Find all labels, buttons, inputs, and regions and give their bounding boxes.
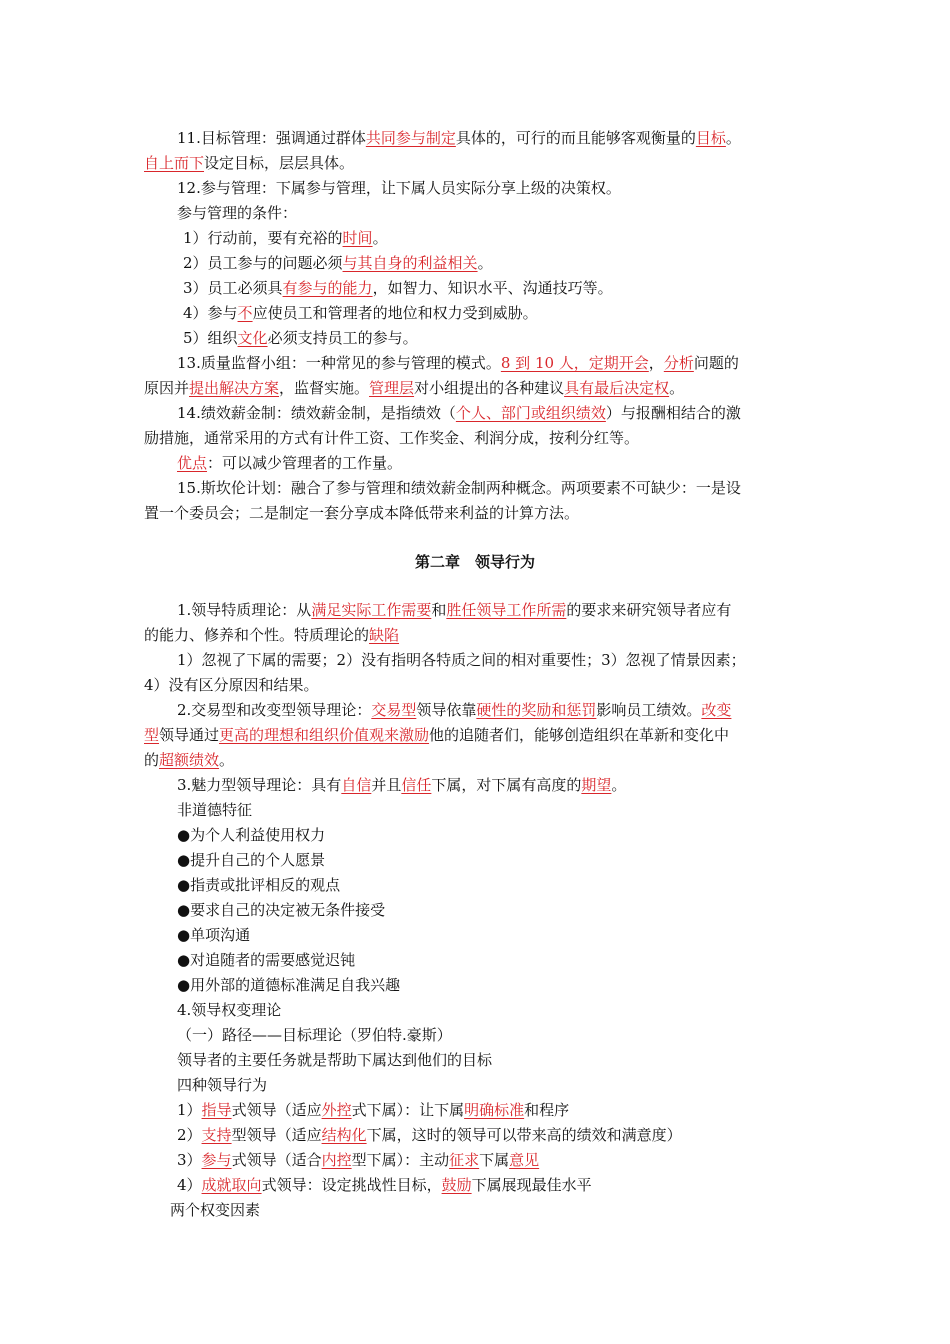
- highlighted-keyword: 信任: [401, 776, 432, 794]
- text-segment: ●用外部的道德标准满足自我兴趣: [177, 976, 401, 994]
- highlighted-keyword: 与其自身的利益相关: [342, 254, 478, 272]
- text-segment: （一）路径——目标理论（罗伯特.豪斯）: [177, 1026, 452, 1044]
- text-line: [177, 900, 385, 920]
- text-segment: 下属，对下属有高度的: [431, 776, 582, 794]
- text-segment: 应使员工和管理者的地位和权力受到威胁。: [252, 304, 538, 322]
- text-line: [177, 1100, 569, 1120]
- text-segment: 影响员工绩效。: [596, 701, 702, 719]
- text-segment: 下属: [479, 1151, 510, 1169]
- text-line: [183, 303, 538, 323]
- text-line: [177, 178, 621, 198]
- highlighted-keyword: 满足实际工作需要: [311, 601, 432, 619]
- text-segment: 14.绩效薪金制：绩效薪金制，是指绩效（: [177, 404, 456, 422]
- highlighted-keyword: 改变: [701, 701, 732, 719]
- text-line: [177, 1125, 682, 1145]
- text-segment: 下属，这时的领导可以带来高的绩效和满意度）: [366, 1126, 682, 1144]
- text-segment: ，: [648, 354, 664, 372]
- text-segment: 式领导：设定挑战性目标，: [261, 1176, 442, 1194]
- highlighted-keyword: 结构化: [321, 1126, 367, 1144]
- text-segment: 领导通过: [159, 726, 220, 744]
- text-segment: 置一个委员会；二是制定一套分享成本降低带来利益的计算方法。: [144, 504, 580, 522]
- highlighted-keyword: 鼓励: [441, 1176, 472, 1194]
- text-segment: 和程序: [524, 1101, 570, 1119]
- highlighted-keyword: 参与: [201, 1151, 232, 1169]
- text-line: [183, 228, 388, 248]
- text-line: [177, 975, 400, 995]
- text-line: [144, 153, 354, 173]
- text-segment: 。: [725, 129, 741, 147]
- text-segment: 下属展现最佳水平: [471, 1176, 592, 1194]
- text-segment: 。: [669, 379, 685, 397]
- highlighted-keyword: 超额绩效: [159, 751, 220, 769]
- text-line: [177, 800, 252, 820]
- text-segment: 原因并: [144, 379, 190, 397]
- text-line: [144, 675, 319, 695]
- text-segment: 领导者的主要任务就是帮助下属达到他们的目标: [177, 1051, 493, 1069]
- text-line: [177, 600, 731, 620]
- text-segment: 4）参与: [183, 304, 238, 322]
- text-segment: ●单项沟通: [177, 926, 251, 944]
- text-segment: 2.交易型和改变型领导理论：: [177, 701, 372, 719]
- text-line: [144, 625, 399, 645]
- text-segment: 1）行动前，要有充裕的: [183, 229, 343, 247]
- highlighted-keyword: 胜任领导工作所需: [446, 601, 567, 619]
- text-segment: 11.目标管理：强调通过群体: [177, 129, 366, 147]
- text-line: [177, 1175, 592, 1195]
- highlighted-keyword: 自信: [341, 776, 372, 794]
- highlighted-keyword: 缺陷: [369, 626, 400, 644]
- text-segment: 两个权变因素: [170, 1201, 261, 1219]
- text-line: [177, 825, 325, 845]
- highlighted-keyword: 共同参与制定: [365, 129, 456, 147]
- text-line: [177, 950, 355, 970]
- text-line: [177, 850, 325, 870]
- text-segment: ，如智力、知识水平、沟通技巧等。: [372, 279, 613, 297]
- text-segment: 。: [611, 776, 627, 794]
- text-line: [144, 428, 639, 448]
- text-segment: 式领导（适应: [231, 1101, 322, 1119]
- highlighted-keyword: 征求: [449, 1151, 480, 1169]
- text-segment: 4）: [177, 1176, 202, 1194]
- text-segment: 问题的: [693, 354, 739, 372]
- highlighted-keyword: 期望: [581, 776, 612, 794]
- text-segment: ：可以减少管理者的工作量。: [207, 454, 403, 472]
- text-segment: 。: [219, 751, 235, 769]
- highlighted-keyword: 8 到 10 人，定期开会: [500, 354, 649, 372]
- text-segment: ●为个人利益使用权力: [177, 826, 326, 844]
- text-line: [177, 453, 402, 473]
- highlighted-keyword: 管理层: [369, 379, 415, 397]
- text-segment: 3）员工必须具: [183, 279, 283, 297]
- highlighted-keyword: 硬性的奖励和惩罚: [476, 701, 597, 719]
- text-line: [177, 650, 746, 670]
- text-segment: 1.领导特质理论：从: [177, 601, 312, 619]
- text-segment: 13.质量监督小组：一种常见的参与管理的模式。: [177, 354, 501, 372]
- text-segment: 励措施，通常采用的方式有计件工资、工作奖金、利润分成，按利分红等。: [144, 429, 640, 447]
- text-segment: 领导依靠: [416, 701, 477, 719]
- text-segment: 参与管理的条件：: [177, 204, 298, 222]
- text-segment: 2）: [177, 1126, 202, 1144]
- text-segment: 型下属）：主动: [351, 1151, 450, 1169]
- text-line: [177, 1075, 267, 1095]
- highlighted-keyword: 自上而下: [144, 154, 205, 172]
- text-segment: 的能力、修养和个性。特质理论的: [144, 626, 370, 644]
- text-segment: 式下属）：让下属: [351, 1101, 465, 1119]
- text-segment: 他的追随者们，能够创造组织在革新和变化中: [429, 726, 730, 744]
- text-segment: 对小组提出的各种建议: [414, 379, 565, 397]
- highlighted-keyword: 文化: [237, 329, 268, 347]
- highlighted-keyword: 提出解决方案: [189, 379, 280, 397]
- text-segment: 并且: [371, 776, 402, 794]
- text-line: [177, 478, 741, 498]
- text-segment: ●要求自己的决定被无条件接受: [177, 901, 386, 919]
- text-segment: 。: [372, 229, 388, 247]
- text-segment: 式领导（适合: [231, 1151, 322, 1169]
- highlighted-keyword: 时间: [342, 229, 373, 247]
- text-line: [183, 278, 613, 298]
- text-line: [177, 128, 741, 148]
- text-segment: ●指责或批评相反的观点: [177, 876, 341, 894]
- text-segment: 4.领导权变理论: [177, 1001, 282, 1019]
- highlighted-keyword: 指导: [201, 1101, 232, 1119]
- highlighted-keyword: 明确标准: [464, 1101, 525, 1119]
- highlighted-keyword: 支持: [201, 1126, 232, 1144]
- text-line: [183, 328, 418, 348]
- text-line: [177, 1050, 492, 1070]
- text-line: [177, 925, 250, 945]
- text-segment: ，监督实施。: [279, 379, 370, 397]
- text-segment: 1）忽视了下属的需要；2）没有指明各特质之间的相对重要性；3）忽视了情景因素；: [177, 651, 746, 669]
- chapter-title: 第二章 领导行为: [414, 553, 535, 571]
- text-line: [177, 1000, 281, 1020]
- text-segment: 的要求来研究领导者应有: [566, 601, 732, 619]
- highlighted-keyword: 分析: [663, 354, 694, 372]
- highlighted-keyword: 个人、部门或组织绩效: [455, 404, 606, 422]
- highlighted-keyword: 型: [144, 726, 160, 744]
- highlighted-keyword: 目标: [695, 129, 726, 147]
- text-line: [177, 203, 297, 223]
- text-segment: ）与报酬相结合的激: [605, 404, 741, 422]
- text-segment: 和: [431, 601, 447, 619]
- highlighted-keyword: 具有最后决定权: [564, 379, 670, 397]
- highlighted-keyword: 内控: [321, 1151, 352, 1169]
- text-segment: 的: [144, 751, 160, 769]
- text-line: [177, 875, 340, 895]
- text-segment: 型领导（适应: [231, 1126, 322, 1144]
- text-line: [177, 353, 739, 373]
- text-line: [144, 503, 579, 523]
- highlighted-keyword: 交易型: [371, 701, 417, 719]
- text-line: [177, 1025, 452, 1045]
- text-line: [177, 775, 626, 795]
- text-line: [144, 378, 684, 398]
- text-line: [177, 700, 731, 720]
- text-segment: 12.参与管理：下属参与管理，让下属人员实际分享上级的决策权。: [177, 179, 621, 197]
- highlighted-keyword: 外控: [321, 1101, 352, 1119]
- text-line: [177, 1150, 539, 1170]
- text-segment: 5）组织: [183, 329, 238, 347]
- text-line: [170, 1200, 260, 1220]
- text-segment: 必须支持员工的参与。: [267, 329, 418, 347]
- text-line: [183, 253, 493, 273]
- text-segment: ●提升自己的个人愿景: [177, 851, 326, 869]
- text-segment: 4）没有区分原因和结果。: [144, 676, 319, 694]
- text-segment: ●对追随者的需要感觉迟钝: [177, 951, 356, 969]
- text-segment: 3.魅力型领导理论：具有: [177, 776, 342, 794]
- text-segment: 四种领导行为: [177, 1076, 268, 1094]
- highlighted-keyword: 优点: [177, 454, 208, 472]
- text-segment: 2）员工参与的问题必须: [183, 254, 343, 272]
- text-segment: 非道德特征: [177, 801, 253, 819]
- text-segment: 1）: [177, 1101, 202, 1119]
- text-segment: 15.斯坎伦计划：融合了参与管理和绩效薪金制两种概念。两项要素不可缺少：一是设: [177, 479, 741, 497]
- text-line: [144, 725, 729, 745]
- text-line: [177, 403, 741, 423]
- highlighted-keyword: 意见: [509, 1151, 540, 1169]
- highlighted-keyword: 不: [237, 304, 253, 322]
- highlighted-keyword: 成就取向: [201, 1176, 262, 1194]
- highlighted-keyword: 更高的理想和组织价值观来激励: [219, 726, 430, 744]
- text-segment: 设定目标，层层具体。: [204, 154, 355, 172]
- text-line: [144, 750, 234, 770]
- text-segment: 具体的，可行的而且能够客观衡量的: [455, 129, 696, 147]
- text-segment: 3）: [177, 1151, 202, 1169]
- text-segment: 。: [477, 254, 493, 272]
- highlighted-keyword: 有参与的能力: [282, 279, 373, 297]
